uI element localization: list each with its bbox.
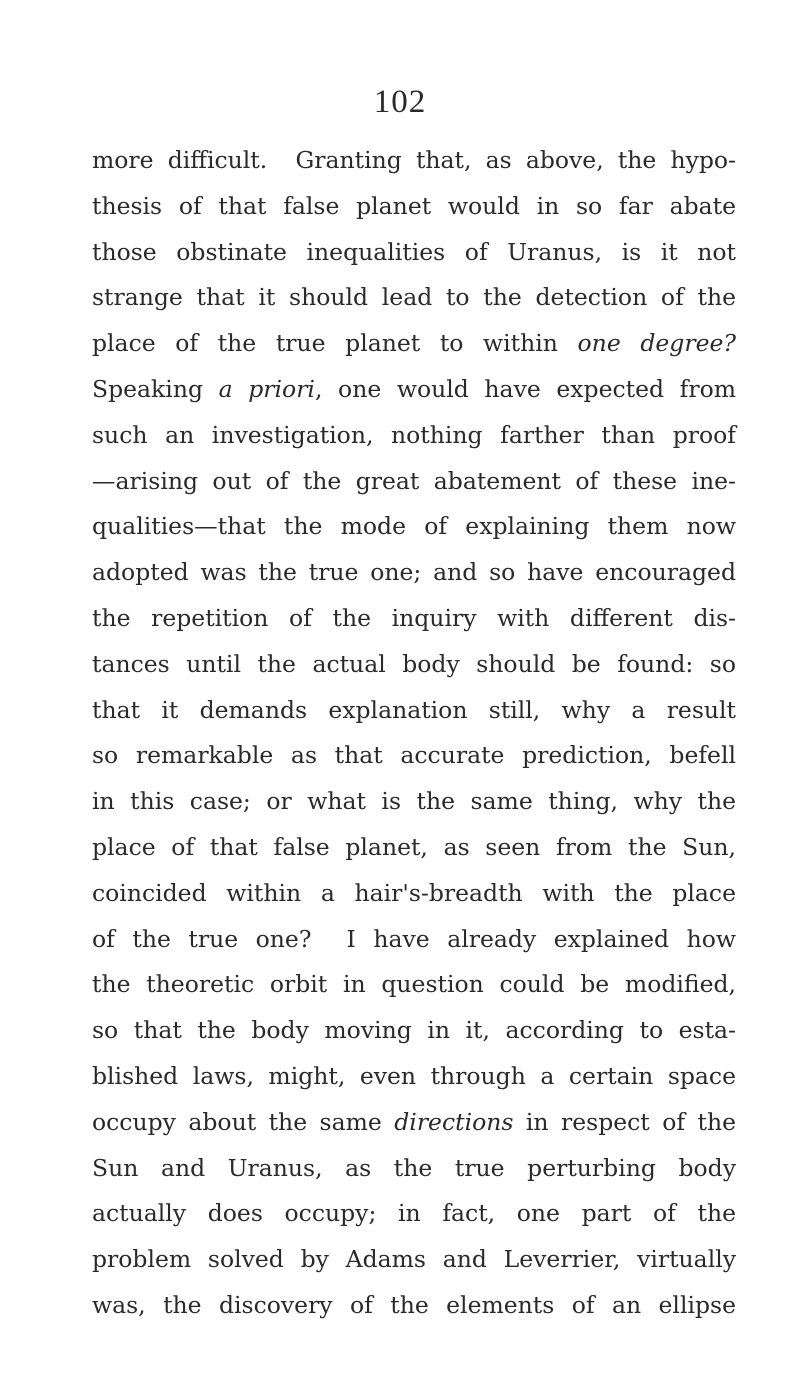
- text-segment: those obstinate inequalities of Uranus, is it not: [92, 237, 736, 266]
- text-segment: coincided within a hair's-breadth with the place: [92, 878, 736, 907]
- text-segment: place of the true planet to within: [92, 329, 578, 358]
- text-segment: in respect of the: [513, 1107, 736, 1136]
- text-line: [92, 688, 736, 734]
- italic-text: one degree?: [577, 329, 736, 358]
- text-segment: problem solved by Adams and Leverrier, virtually: [92, 1245, 736, 1274]
- text-line: [92, 962, 736, 1008]
- text-line: [92, 1054, 736, 1100]
- text-segment: so remarkable as that accurate prediction, befell: [92, 741, 736, 770]
- text-line: [92, 642, 736, 688]
- text-line: [92, 779, 736, 825]
- text-segment: strange that it should lead to the detection of the: [92, 283, 736, 312]
- text-line: [92, 550, 736, 596]
- body-text: [92, 138, 736, 1329]
- text-line: [92, 1237, 736, 1283]
- text-line: [92, 504, 736, 550]
- text-segment: such an investigation, nothing farther than proof: [92, 420, 736, 449]
- text-line: [92, 413, 736, 459]
- text-line: [92, 321, 736, 367]
- text-segment: thesis of that false planet would in so far abate: [92, 191, 736, 220]
- text-line: [92, 596, 736, 642]
- text-segment: actually does occupy; in fact, one part of the: [92, 1199, 736, 1228]
- text-segment: so that the body moving in it, according to esta-: [92, 1016, 736, 1045]
- italic-text: directions: [394, 1107, 514, 1136]
- text-segment: Speaking: [92, 374, 219, 403]
- text-line: [92, 1008, 736, 1054]
- text-line: [92, 184, 736, 230]
- text-line: [92, 367, 736, 413]
- text-line: [92, 459, 736, 505]
- text-segment: —arising out of the great abatement of these ine-: [92, 466, 736, 495]
- text-line: [92, 825, 736, 871]
- text-segment: was, the discovery of the elements of an ellipse: [92, 1290, 736, 1319]
- text-line: [92, 138, 736, 184]
- text-line: [92, 1283, 736, 1329]
- text-segment: blished laws, might, even through a certain space: [92, 1061, 736, 1090]
- text-segment: occupy about the same: [92, 1107, 395, 1136]
- italic-text: a priori: [218, 374, 315, 403]
- text-segment: more difficult. Granting that, as above, the hypo-: [92, 146, 736, 174]
- text-segment: tances until the actual body should be found: so: [92, 649, 736, 678]
- text-line: [92, 917, 736, 963]
- text-segment: in this case; or what is the same thing, why the: [92, 787, 736, 816]
- text-segment: place of that false planet, as seen from the Sun,: [92, 832, 736, 861]
- text-line: [92, 230, 736, 276]
- text-line: [92, 275, 736, 321]
- text-segment: , one would have expected from: [314, 374, 737, 403]
- text-segment: Sun and Uranus, as the true perturbing body: [92, 1153, 736, 1182]
- text-segment: the theoretic orbit in question could be modified,: [92, 970, 736, 999]
- text-segment: of the true one? I have already explained how: [92, 924, 736, 953]
- text-segment: qualities—that the mode of explaining them now: [92, 512, 736, 541]
- text-segment: the repetition of the inquiry with different dis-: [92, 603, 736, 632]
- text-line: [92, 1146, 736, 1192]
- text-segment: adopted was the true one; and so have encouraged: [92, 558, 736, 587]
- text-line: [92, 1100, 736, 1146]
- text-line: [92, 871, 736, 917]
- page-number: 102: [373, 84, 427, 120]
- text-line: [92, 733, 736, 779]
- text-segment: that it demands explanation still, why a result: [92, 695, 736, 724]
- text-line: [92, 1191, 736, 1237]
